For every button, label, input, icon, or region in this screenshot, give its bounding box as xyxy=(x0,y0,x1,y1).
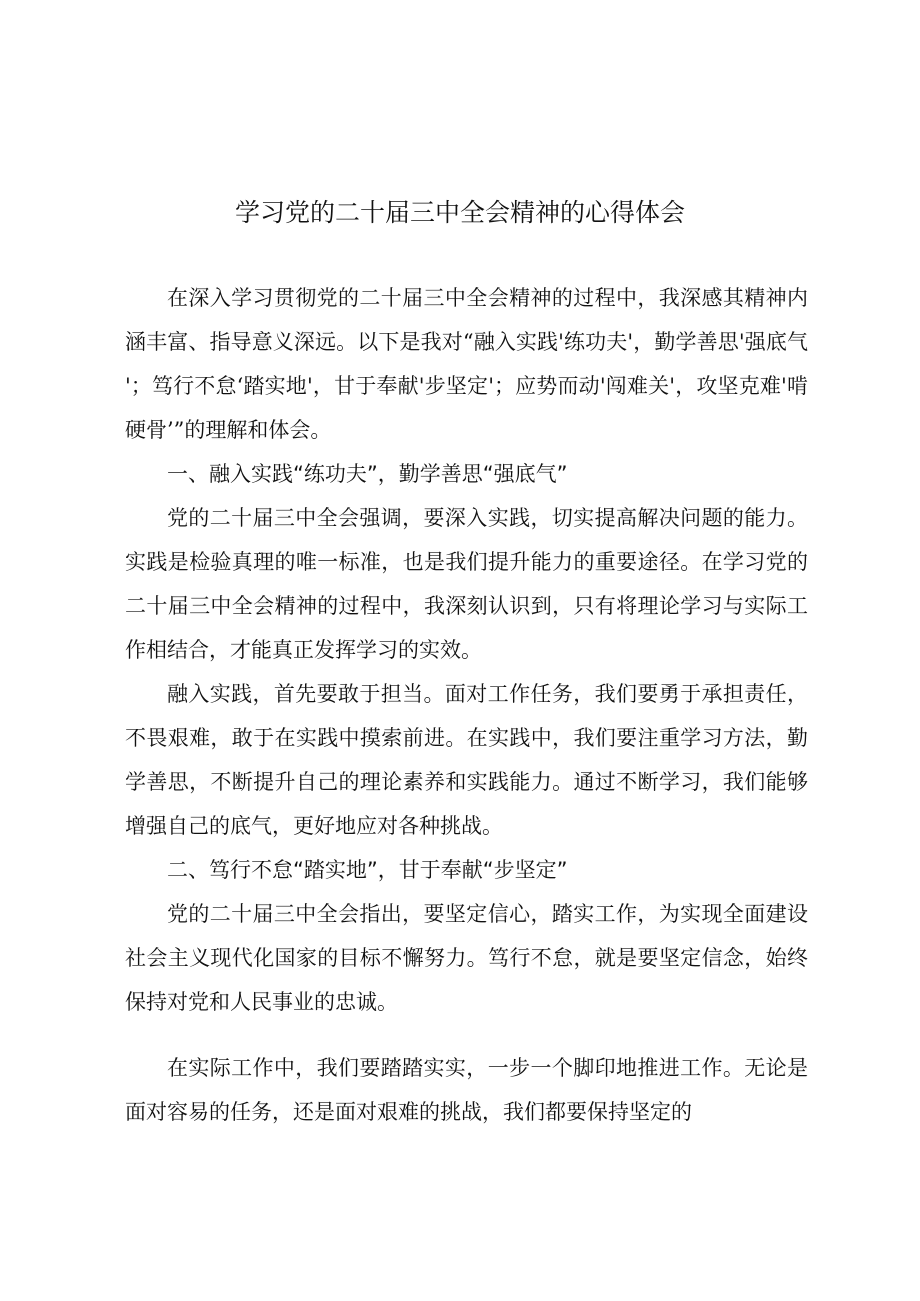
section-heading-1: 一、融入实践“练功夫”，勤学善思“强底气” xyxy=(167,462,568,486)
body-paragraph: 在实际工作中，我们要踏踏实实，一步一个脚印地推进工作。无论是面对容易的任务，还是面对艰难的挑战，我们都要保持坚定的 xyxy=(125,1056,808,1124)
document-body xyxy=(125,276,808,1134)
intro-paragraph: 在深入学习贯彻党的二十届三中全会精神的过程中，我深感其精神内涵丰富、指导意义深远。以下是我对“融入实践'练功夫'，勤学善思'强底气'；笃行不怠‘踏实地'，甘于奉献'步坚定'；应势而动'闯难关'，攻坚克难'啃硬骨’”的理解和体会。 xyxy=(125,286,808,442)
body-paragraph: 党的二十届三中全会指出，要坚定信心，踏实工作，为实现全面建设社会主义现代化国家的目标不懈努力。笃行不怠，就是要坚定信念，始终保持对党和人民事业的忠诚。 xyxy=(125,902,808,1014)
document-title: 学习党的二十届三中全会精神的心得体会 xyxy=(234,198,685,227)
body-paragraph: 党的二十届三中全会强调，要深入实践，切实提高解决问题的能力。实践是检验真理的唯一标准，也是我们提升能力的重要途径。在学习党的二十届三中全会精神的过程中，我深刻认识到，只有将理论学习与实际工作相结合，才能真正发挥学习的实效。 xyxy=(125,506,808,662)
body-paragraph: 融入实践，首先要敢于担当。面对工作任务，我们要勇于承担责任，不畏艰难，敢于在实践中摸索前进。在实践中，我们要注重学习方法，勤学善思，不断提升自己的理论素养和实践能力。通过不断学习，我们能够增强自己的底气，更好地应对各种挑战。 xyxy=(125,682,808,838)
section-heading-2: 二、笃行不怠“踏实地”，甘于奉献“步坚定” xyxy=(167,858,568,882)
